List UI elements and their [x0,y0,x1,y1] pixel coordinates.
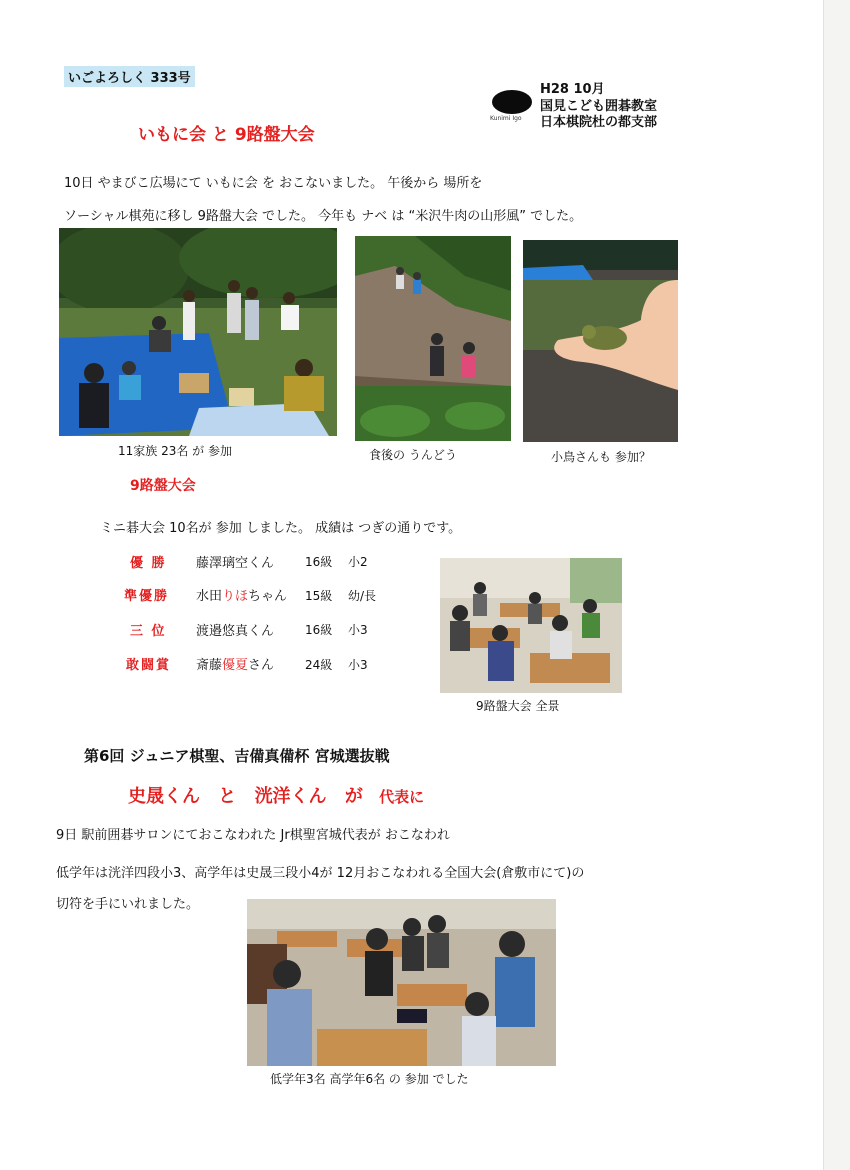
photo-bird-caption: 小鳥さんも 参加？ [551,450,651,464]
winner-rank-fighting-spirit: 24級 [305,658,333,672]
section3-line1: 9日 駅前囲碁サロンにておこなわれた Jr棋聖宮城代表が おこなわれ [56,828,450,843]
photo-slope [355,236,511,441]
section2-intro: ミニ碁大会 10名が 参加 しました。 成績は つぎの通りです。 [100,521,462,536]
winner-rank-second: 15級 [305,589,333,603]
section1-line2: ソーシャル棋苑に移し 9路盤大会 でした。 今年も ナベ は “米沢牛肉の山形風” でした。 [64,209,583,224]
section1-line1: 10日 やまびこ広場にて いもに会 を おこないました。 午後から 場所を [64,176,483,191]
logo-caption: Kunimi Igo [490,115,522,122]
award-fighting-spirit: 敢闘賞 [126,658,172,673]
winner-rank-first: 16級 [305,555,333,569]
award-third: 三 位 [130,624,167,639]
photo-slope-caption: 食後の うんどう [369,448,457,462]
section3-line3: 切符を手にいれました。 [56,897,200,912]
title-name-a: 史晟くん [128,786,200,807]
winner-name-first: 藤澤璃空くん [196,556,275,571]
winner-name-fighting-spirit: 斎藤優夏さん [196,658,275,673]
winner-name-second: 水田りほちゃん [196,589,288,604]
title-representative: 代表に [379,788,425,806]
section3-line2: 低学年は洸洋四段小3、高学年は史晟三段小4が 12月おこなわれる全国大会(倉敷市にて)の [56,866,585,881]
winner-name-third: 渡邉悠真くん [196,624,275,639]
issue-date: H28 10月 [540,82,605,97]
title-ga: が [344,786,363,807]
winner-grade-first: 小2 [348,555,368,569]
section3-heading: 第6回 ジュニア棋聖、吉備真備杯 宮城選抜戦 [84,747,390,765]
photo-picnic-caption: 11家族 23名 が 参加 [118,444,232,458]
photo-junior-match [247,899,556,1066]
org-name-line2: 日本棋院杜の都支部 [540,115,658,130]
section1-title: いもに会 と 9路盤大会 [138,125,315,145]
page-edge [823,0,850,1170]
winner-grade-third: 小3 [348,623,368,637]
org-name-line1: 国見こども囲碁教室 [540,99,658,114]
winner-grade-fighting-spirit: 小3 [348,658,368,672]
section2-title: 9路盤大会 [130,478,196,494]
photo-tournament-room [440,558,622,693]
title-to: と [218,786,237,807]
go-stone-logo-icon [492,90,532,114]
section3-title [128,782,424,808]
photo-tournament-room-caption: 9路盤大会 全景 [476,699,560,713]
photo-picnic [59,228,337,436]
winner-rank-third: 16級 [305,623,333,637]
award-second: 準優勝 [124,589,170,604]
title-name-b: 洸洋くん [254,786,327,807]
winner-grade-second: 幼/長 [348,589,377,603]
issue-label: いごよろしく 333号 [64,66,195,87]
photo-bird [523,240,678,442]
photo-junior-match-caption: 低学年3名 高学年6名 の 参加 でした [270,1072,469,1086]
award-first: 優 勝 [130,556,167,571]
